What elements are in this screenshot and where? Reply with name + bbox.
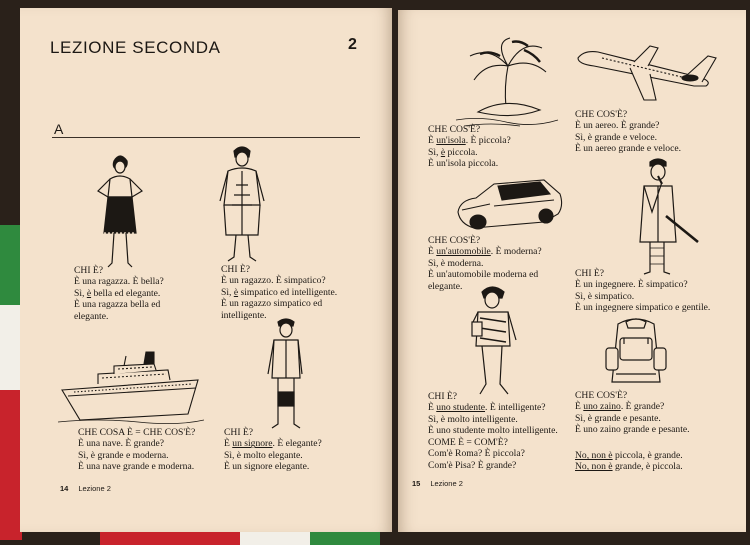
boy-in-robe-illustration [216, 145, 268, 265]
flag-stripe-red [0, 390, 22, 540]
flag-stripe-white [0, 305, 22, 390]
line: Sì, è bella ed elegante. [74, 287, 161, 299]
block-nave [78, 427, 195, 473]
question: CHI È? [74, 265, 104, 276]
line: È una nave grande e moderna. [78, 461, 195, 473]
left-page [20, 8, 392, 532]
question: CHE COSA È = CHE COS'È? [78, 427, 196, 438]
line: È un aereo. È grande? [575, 120, 660, 132]
line: È un aereo grande e veloce. [575, 143, 682, 155]
line: Sì, è molto intelligente. [428, 413, 518, 425]
line: È uno zaino grande e pesante. [575, 424, 690, 436]
footer-label: Lezione 2 [78, 484, 111, 493]
line: È un signore elegante. [224, 461, 310, 473]
line: È un signore. È elegante? [224, 438, 322, 450]
section-rule [52, 137, 360, 138]
question: CHE COS'È? [428, 124, 481, 135]
block-ragazzo [221, 264, 337, 321]
question: CHI È? [221, 264, 251, 275]
line: Com'è Pisa? È grande? [428, 459, 517, 471]
ship-illustration [58, 348, 204, 426]
block-come [428, 437, 525, 471]
question: CHI È? [575, 268, 605, 279]
footer-right [412, 479, 463, 488]
line: Sì, è grande e veloce. [575, 131, 658, 143]
page-number: 15 [412, 479, 421, 488]
line: È un'automobile moderna ed [428, 269, 539, 281]
line: Sì, è simpatico. [575, 290, 635, 302]
line: È uno zaino. È grande? [575, 401, 665, 413]
footer-label: Lezione 2 [430, 479, 463, 488]
block-aereo [575, 109, 681, 155]
line: elegante. [74, 310, 109, 322]
page-number: 14 [60, 484, 69, 493]
girl-illustration [90, 153, 150, 271]
line: È una ragazza bella ed [74, 299, 161, 311]
line: elegante. [428, 280, 463, 292]
block-signore [224, 427, 322, 473]
line: È un ragazzo. È simpatico? [221, 275, 326, 287]
line: Com'è Roma? È piccola? [428, 448, 525, 460]
line: Sì, è molto elegante. [224, 449, 303, 461]
line: Sì, è grande e moderna. [78, 449, 169, 461]
island-palm-illustration [450, 36, 562, 128]
gentleman-illustration [264, 316, 308, 434]
lesson-title: LEZIONE SECONDA [50, 38, 221, 57]
question: CHE COS'È? [575, 390, 628, 401]
line: No, non è piccola, è grande. [575, 450, 683, 461]
section-letter: A [54, 121, 64, 137]
line: No, non è grande, è piccola. [575, 461, 683, 473]
student-illustration [470, 284, 522, 402]
question: CHI È? [224, 427, 254, 438]
flag-bottom-red [100, 532, 240, 545]
line: Sì, è moderna. [428, 257, 484, 269]
line: È un ragazzo simpatico ed [221, 298, 323, 310]
block-ingegnere [575, 268, 710, 314]
backpack-illustration [602, 314, 670, 390]
question: CHI È? [428, 391, 458, 402]
footer-left [60, 484, 111, 493]
line: È un'isola. È piccola? [428, 135, 511, 147]
line: È una ragazza. È bella? [74, 276, 164, 288]
lesson-number: 2 [348, 36, 357, 53]
right-page [398, 10, 746, 532]
line: È uno studente molto intelligente. [428, 425, 558, 437]
flag-bottom-white [240, 532, 310, 545]
block-ragazza [74, 265, 164, 322]
sports-car-illustration [454, 174, 566, 236]
line: intelligente. [221, 309, 267, 321]
block-no [575, 450, 683, 473]
line: Sì, è grande e pesante. [575, 412, 661, 424]
line: È un'automobile. È moderna? [428, 246, 542, 258]
question: CHE COS'È? [428, 235, 481, 246]
line: È un'isola piccola. [428, 158, 499, 170]
flag-stripe-green [0, 225, 22, 305]
line: È uno studente. È intelligente? [428, 402, 546, 414]
engineer-illustration [636, 156, 702, 278]
line: È un ingegnere simpatico e gentile. [575, 302, 711, 314]
line: È un ingegnere. È simpatico? [575, 279, 688, 291]
line: Sì, è piccola. [428, 146, 478, 158]
flag-bottom-green [310, 532, 380, 545]
question: CHE COS'È? [575, 109, 628, 120]
airplane-illustration [574, 38, 718, 110]
block-isola [428, 124, 511, 170]
line: È una nave. È grande? [78, 438, 165, 450]
line: Sì, è simpatico ed intelligente. [221, 286, 338, 298]
block-studente [428, 391, 558, 437]
question: COME È = COM'È? [428, 437, 508, 448]
block-zaino [575, 390, 690, 436]
